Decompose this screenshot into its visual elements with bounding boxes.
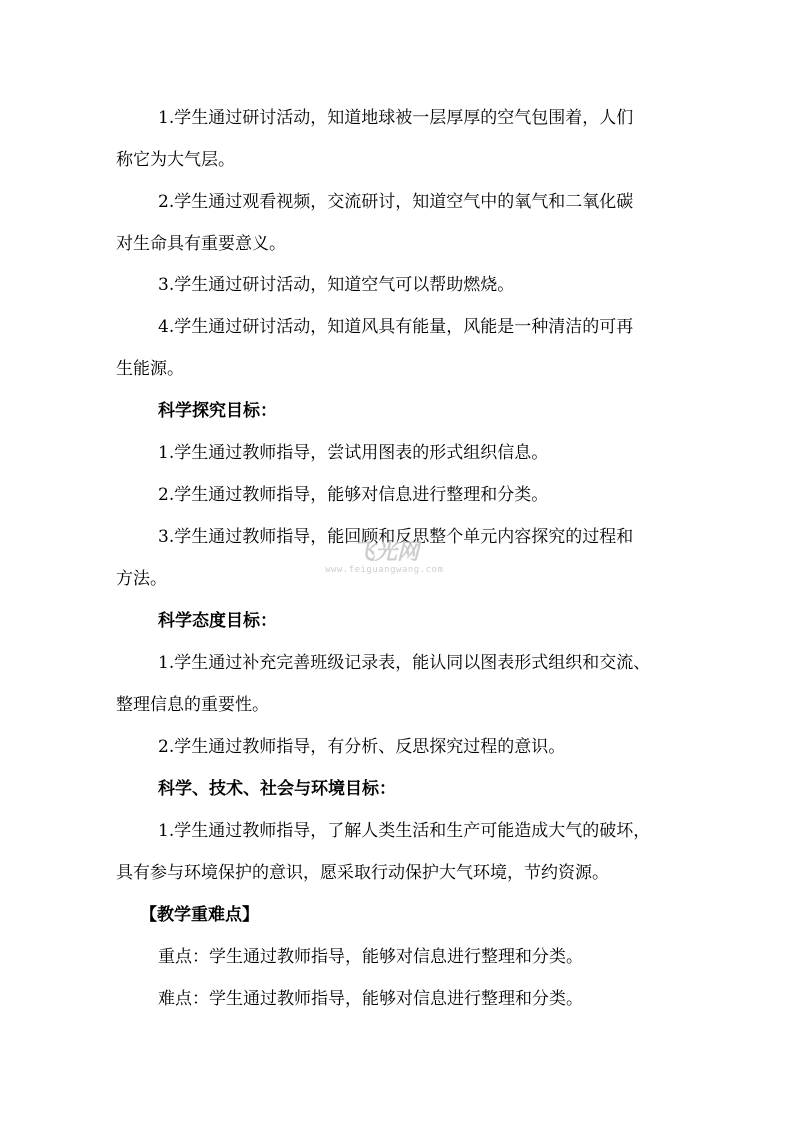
attitude-item-1-line-1: 1.学生通过补充完善班级记录表，能认同以图表形式组织和交流、 xyxy=(158,653,651,673)
knowledge-item-4-line-1: 4.学生通过研讨活动，知道风具有能量，风能是一种清洁的可再 xyxy=(158,317,634,337)
section-heading-sts: 科学、技术、社会与环境目标： xyxy=(158,779,396,799)
knowledge-item-2-line-1: 2.学生通过观看视频，交流研讨，知道空气中的氧气和二氧化碳 xyxy=(158,192,634,212)
knowledge-item-3: 3.学生通过研讨活动，知道空气可以帮助燃烧。 xyxy=(158,275,515,295)
watermark-url: www.feiguangwang.com xyxy=(325,565,444,575)
inquiry-item-2: 2.学生通过教师指导，能够对信息进行整理和分类。 xyxy=(158,485,549,505)
sts-item-1-line-2: 具有参与环境保护的意识，愿采取行动保护大气环境，节约资源。 xyxy=(116,863,609,883)
key-point: 重点：学生通过教师指导，能够对信息进行整理和分类。 xyxy=(158,947,583,967)
knowledge-item-1-line-1: 1.学生通过研讨活动，知道地球被一层厚厚的空气包围着，人们 xyxy=(158,108,634,128)
knowledge-item-2-line-2: 对生命具有重要意义。 xyxy=(116,234,286,254)
attitude-item-2: 2.学生通过教师指导，有分析、反思探究过程的意识。 xyxy=(158,737,566,757)
section-heading-key-points: 【教学重难点】 xyxy=(140,905,259,925)
attitude-item-1-line-2: 整理信息的重要性。 xyxy=(116,695,269,715)
section-heading-attitude: 科学态度目标： xyxy=(158,611,277,631)
sts-item-1-line-1: 1.学生通过教师指导，了解人类生活和生产可能造成大气的破坏， xyxy=(158,821,651,841)
inquiry-item-1: 1.学生通过教师指导，尝试用图表的形式组织信息。 xyxy=(158,443,549,463)
section-heading-inquiry: 科学探究目标： xyxy=(158,401,277,421)
difficult-point: 难点：学生通过教师指导，能够对信息进行整理和分类。 xyxy=(158,989,583,1009)
inquiry-item-3-line-2: 方法。 xyxy=(116,569,167,589)
inquiry-item-3-line-1: 3.学生通过教师指导，能回顾和反思整个单元内容探究的过程和 xyxy=(158,527,634,547)
watermark-logo: 飞光网 xyxy=(353,540,420,565)
knowledge-item-4-line-2: 生能源。 xyxy=(116,359,184,379)
knowledge-item-1-line-2: 称它为大气层。 xyxy=(116,150,235,170)
